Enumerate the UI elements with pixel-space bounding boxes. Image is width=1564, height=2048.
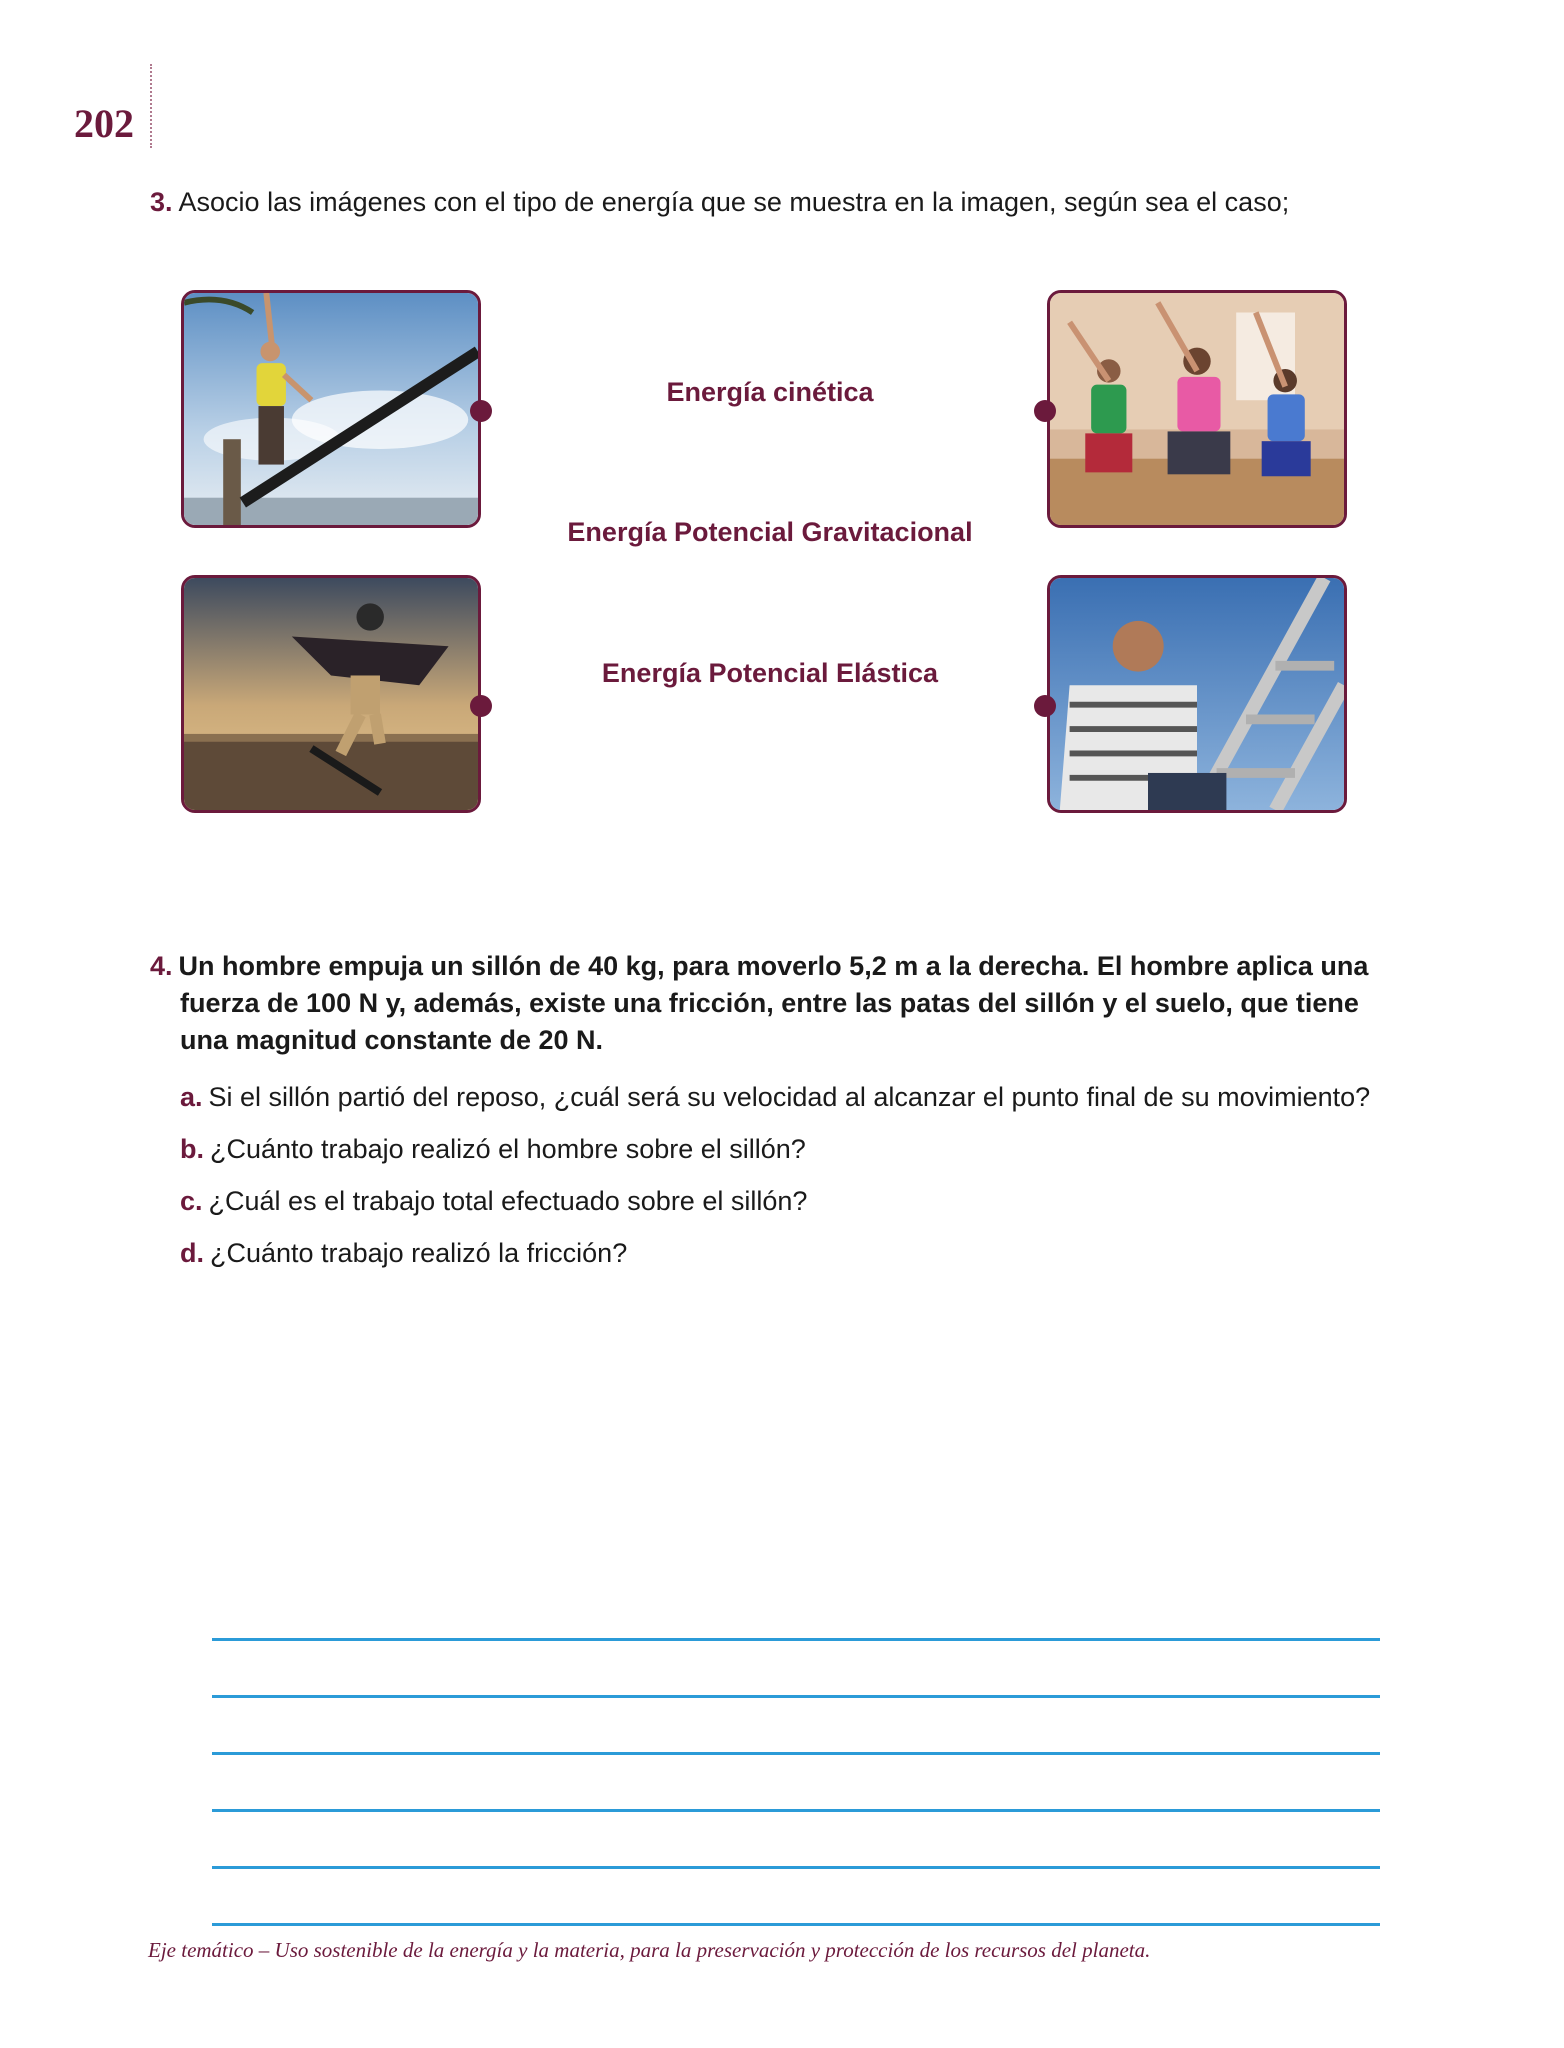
item-letter: c. [180,1186,203,1216]
answer-line[interactable] [212,1584,1380,1641]
question-4-item-d [180,1227,1390,1279]
answer-lines [212,1584,1380,1926]
ladder-connector-dot[interactable] [1034,695,1056,717]
slackline-connector-dot[interactable] [470,400,492,422]
energy-label-elastic[interactable]: Energía Potencial Elástica [601,658,939,688]
ladder-climber-photo-icon [1050,578,1344,810]
page-number: 202 [74,101,134,146]
question-4-item-c [180,1175,1390,1227]
item-text: ¿Cuánto trabajo realizó la fricción? [210,1238,628,1268]
skateboarder-connector-dot[interactable] [470,695,492,717]
item-letter: d. [180,1238,204,1268]
skateboarder-photo[interactable] [181,575,481,813]
dancers-photo[interactable] [1047,290,1347,528]
answer-line[interactable] [212,1641,1380,1698]
item-text: Si el sillón partió del reposo, ¿cuál será su velocidad al alcanzar el punto final de su movimiento? [208,1082,1371,1112]
question-4-number: 4. [150,951,173,981]
answer-line[interactable] [212,1812,1380,1869]
answer-line[interactable] [212,1869,1380,1926]
question-3-number: 3. [150,187,173,217]
energy-label-gravitational[interactable]: Energía Potencial Gravitacional [567,517,973,547]
question-4-subitems [150,1071,1390,1279]
skateboarder-photo-icon [184,578,478,810]
question-4-item-a [180,1071,1390,1123]
slackline-photo-icon [184,293,478,525]
answer-line[interactable] [212,1698,1380,1755]
page-number-divider [150,64,152,148]
item-text: ¿Cuál es el trabajo total efectuado sobre el sillón? [208,1186,808,1216]
answer-line[interactable] [212,1755,1380,1812]
question-4-text: Un hombre empuja un sillón de 40 kg, para moverlo 5,2 m a la derecha. El hombre aplica una fuerza de 100 N y, además, existe una fricción, entre las patas del sillón y el suelo, que tiene una magnitud constante de 20 N. [178,951,1369,1055]
slackline-photo[interactable] [181,290,481,528]
dancers-photo-icon [1050,293,1344,525]
footer-thematic-axis: Eje temático – Uso sostenible de la energía y la materia, para la preservación y protección de los recursos del planeta. [148,1938,1151,1962]
item-letter: a. [180,1082,203,1112]
question-4-item-b [180,1123,1390,1175]
question-4 [150,948,1390,1279]
item-text: ¿Cuánto trabajo realizó el hombre sobre el sillón? [210,1134,806,1164]
energy-label-kinetic[interactable]: Energía cinética [666,377,874,407]
item-letter: b. [180,1134,204,1164]
ladder-climber-photo[interactable] [1047,575,1347,813]
question-3-text: Asocio las imágenes con el tipo de energía que se muestra en la imagen, según sea el caso; [178,187,1290,217]
question-3 [150,184,1410,221]
